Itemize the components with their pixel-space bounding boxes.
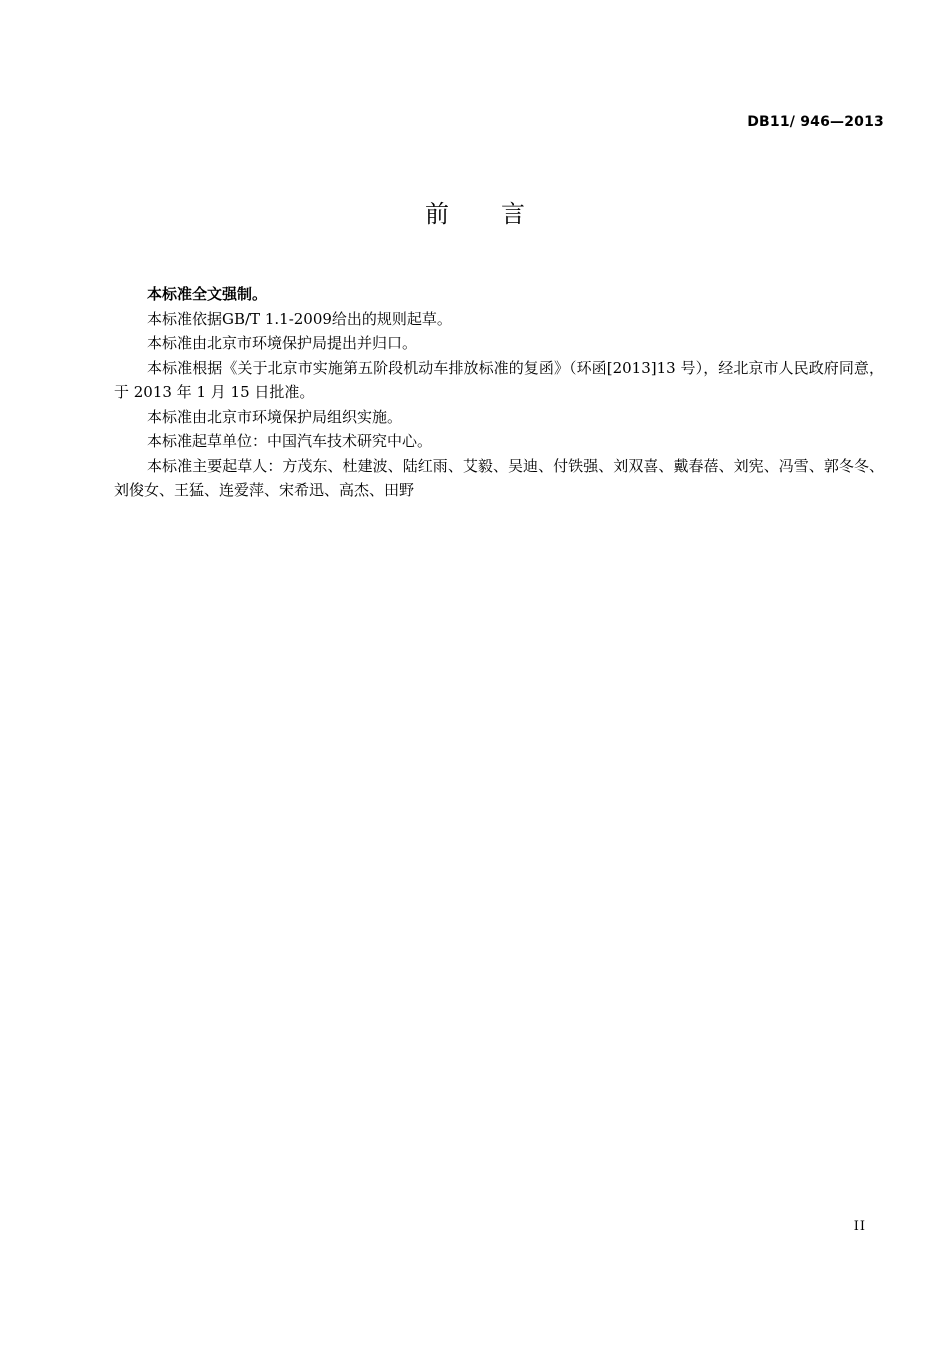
paragraph-drafting-unit: 本标准起草单位：中国汽车技术研究中心。	[147, 432, 433, 450]
page-number: II	[853, 1219, 866, 1234]
paragraph-approval: 本标准根据《关于北京市实施第五阶段机动车排放标准的复函》（环函[2013]13 号），经北京市人民政府同意，于 2013 年 1 月 15 日批准。	[114, 358, 884, 401]
paragraph-proposer: 本标准由北京市环境保护局提出并归口。	[147, 334, 418, 352]
document-header-code: DB11/ 946—2013	[747, 114, 884, 130]
page-title: 前言	[425, 200, 577, 228]
paragraph-mandatory-statement: 本标准全文强制。	[147, 285, 268, 303]
paragraph-implementation: 本标准由北京市环境保护局组织实施。	[147, 407, 403, 426]
paragraph-drafters: 本标准主要起草人：方茂东、杜建波、陆红雨、艾毅、吴迪、付铁强、刘双喜、戴春蓓、刘宪、冯雪、郭冬冬、刘俊女、王猛、连爱萍、宋希迅、高杰、田野	[114, 456, 884, 499]
foreword-content	[114, 282, 884, 503]
paragraph-drafting-rules: 本标准依据GB/T 1.1-2009给出的规则起草。	[147, 309, 452, 328]
